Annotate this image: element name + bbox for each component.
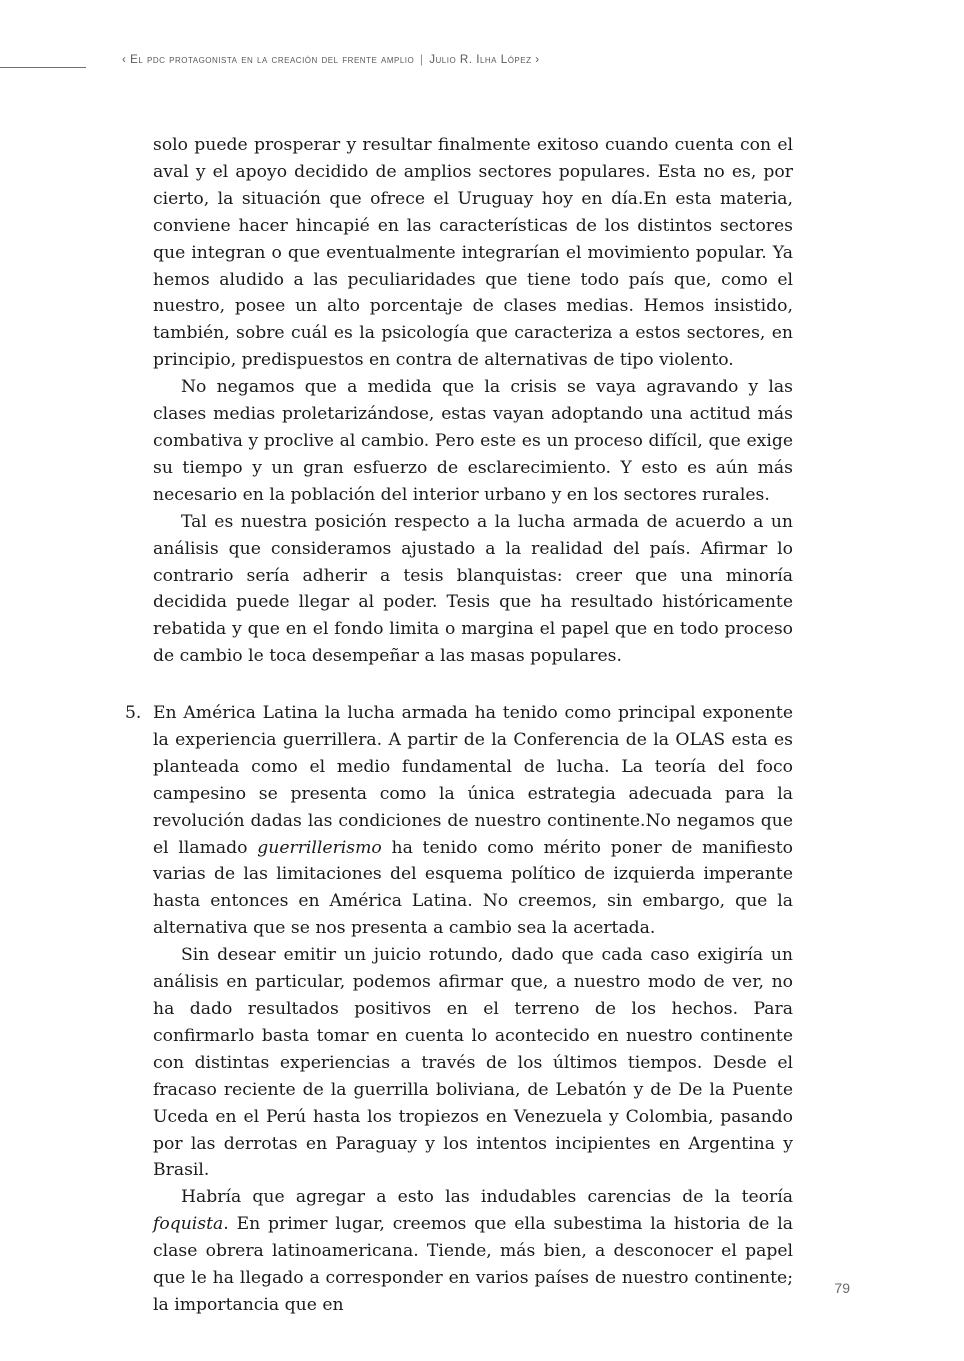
body-text-section-continued bbox=[153, 132, 793, 670]
paragraph-text: En América Latina la lucha armada ha tenido como principal exponente la experiencia guerrillera. A partir de la Conferencia de la OLAS esta es planteada como el medio fundamental de lucha. La teoría del foco campesino se presenta como la única estrategia adecuada para la revolución dadas las condiciones de nuestro continente.No negamos que el llamado bbox=[153, 703, 793, 858]
emphasis-term: guerrillerismo bbox=[257, 837, 382, 858]
running-head bbox=[122, 53, 722, 66]
paragraph: No negamos que a medida que la crisis se vaya agravando y las clases medias proletarizándose, estas vayan adoptando una actitud más combativa y proclive al cambio. Pero este es un proceso difícil, que exige su tiempo y un gran esfuerzo de esclarecimiento. Y esto es aún más necesario en la población del interior urbano y en los sectores rurales. bbox=[153, 377, 793, 505]
header-rule bbox=[0, 67, 86, 68]
body-text-item-5 bbox=[153, 700, 793, 1319]
paragraph-text: Habría que agregar a esto las indudables carencias de la teoría bbox=[181, 1187, 793, 1208]
page-number: 79 bbox=[834, 1280, 850, 1296]
paragraph-text: . En primer lugar, creemos que ella subestima la historia de la clase obrera latinoamericana. Tiende, más bien, a desconocer el papel que le ha llegado a corresponder en varios países de nuestro continente; la importancia que en bbox=[153, 1214, 793, 1315]
paragraph-text: ha tenido como mérito poner de manifiesto varias de las limitaciones del esquema político de izquierda imperante hasta entonces en América Latina. No creemos, sin embargo, que la alternativa que se nos presenta a cambio sea la acertada. bbox=[153, 837, 793, 939]
list-item-number: 5. bbox=[125, 703, 142, 723]
paragraph: Sin desear emitir un juicio rotundo, dado que cada caso exigiría un análisis en particular, podemos afirmar que, a nuestro modo de ver, no ha dado resultados positivos en el terreno de los hechos. Para confirmarlo basta tomar en cuenta lo acontecido en nuestro continente con distintas experiencias a través de los últimos tiempos. Desde el fracaso reciente de la guerrilla boliviana, de Lebatón y de De la Puente Uceda en el Perú hasta los tropiezos en Venezuela y Colombia, pasando por las derrotas en Paraguay y los intentos incipientes en Argentina y Brasil. bbox=[153, 945, 793, 1181]
running-head-book-title: El pdc protagonista en la creación del frente amplio bbox=[130, 53, 415, 66]
running-head-close-mark: › bbox=[535, 53, 540, 66]
running-head-open-mark: ‹ bbox=[122, 53, 127, 66]
running-head-author: Julio R. Ilha López bbox=[429, 53, 532, 66]
paragraph: Tal es nuestra posición respecto a la lucha armada de acuerdo a un análisis que consideramos ajustado a la realidad del país. Afirmar lo contrario sería adherir a tesis blanquistas: creer que una minoría decidida puede llegar al poder. Tesis que ha resultado históricamente rebatida y que en el fondo limita o margina el papel que en todo proceso de cambio le toca desempeñar a las masas populares. bbox=[153, 511, 793, 667]
emphasis-term: foquista bbox=[153, 1214, 224, 1235]
paragraph bbox=[153, 1184, 793, 1319]
running-head-separator: | bbox=[419, 53, 424, 66]
paragraph bbox=[153, 700, 793, 942]
paragraph: solo puede prosperar y resultar finalmente exitoso cuando cuenta con el aval y el apoyo decidido de amplios sectores populares. Esta no es, por cierto, la situación que ofrece el Uruguay hoy en día.En esta materia, conviene hacer hincapié en las características de los distintos sectores que integran o que eventualmente integrarían el movimiento popular. Ya hemos aludido a las peculiaridades que tiene todo país que, como el nuestro, posee un alto porcentaje de clases medias. Hemos insistido, también, sobre cuál es la psicología que caracteriza a estos sectores, en principio, predispuestos en contra de alternativas de tipo violento. bbox=[153, 135, 793, 371]
